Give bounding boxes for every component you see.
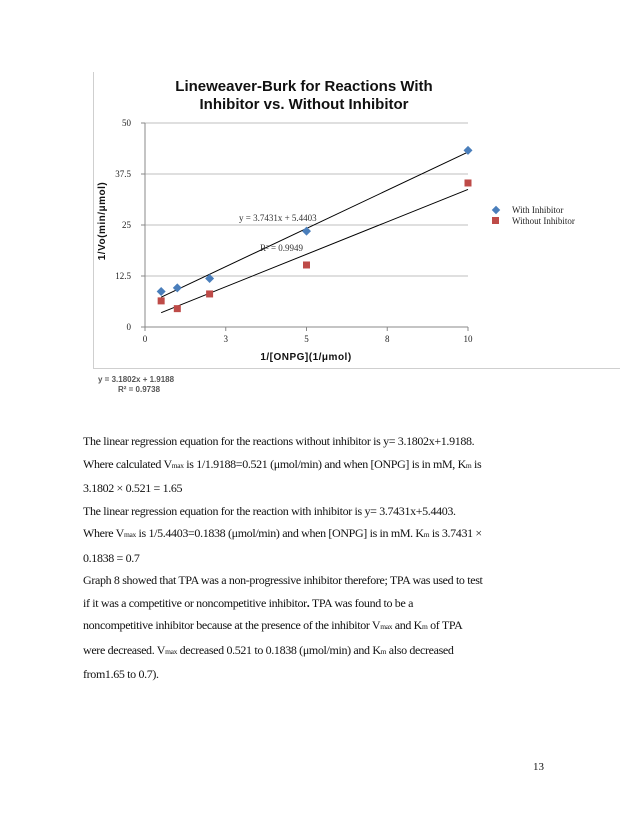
x-tick-label-4: 10 [463,334,473,344]
body-text [83,430,563,686]
text-span: TPA was found to be a [309,595,414,610]
trendline-equation-with-inhibitor: y = 3.7431x + 5.4403 [239,213,317,223]
text-span: Where V [83,526,124,540]
paragraph-line [83,547,563,570]
text-span: were decreased. V [83,642,166,657]
subscript: max [171,460,184,470]
point-without-inhibitor-0 [158,297,165,304]
subscript: m [465,460,472,470]
text-span: noncompetitive inhibitor because at the presence of the inhibitor V [83,618,381,632]
legend-marker-with-inhibitor [492,206,500,214]
y-tick-label-0: 0 [126,322,131,332]
x-tick-label-0: 0 [142,334,148,344]
text-span: of TPA [427,618,463,632]
subscript: max [165,646,177,656]
subscript: m [423,530,430,539]
point-with-inhibitor-0 [157,287,166,296]
legend-label-with-inhibitor: With Inhibitor [512,205,564,215]
paragraph-line [83,500,563,523]
equation-without-inhibitor: y = 3.1802x + 1.9188 [98,375,175,384]
text-span: The linear regression equation for the reactions without inhibitor is y= 3.1802x+1.9188. [83,434,475,448]
y-tick-label-4: 50 [122,118,131,128]
r2-without-inhibitor: R² = 0.9738 [118,385,161,394]
paragraph-line [83,639,563,664]
point-without-inhibitor-2 [206,290,213,297]
x-axis-title: 1/[ONPG](1/μmol) [260,352,352,363]
subscript: m [380,646,387,656]
legend-marker-without-inhibitor [492,217,499,224]
point-without-inhibitor-1 [174,305,181,312]
text-span: is 1/1.9188=0.521 (μmol/min) and when [ONPG] is in mM, K [183,456,466,471]
x-tick-label-3: 8 [385,334,390,344]
point-without-inhibitor-4 [465,179,472,186]
text-span: decreased 0.521 to 0.1838 (μmol/min) and K [177,642,381,657]
paragraph-line [83,592,563,615]
paragraph-line [83,477,563,500]
chart-title-line-2: Inhibitor vs. Without Inhibitor [199,96,409,113]
paragraph-line [83,522,563,547]
chart-legend [492,205,575,226]
point-with-inhibitor-3 [302,227,311,236]
text-span: Graph 8 showed that TPA was a non-progressive inhibitor therefore; TPA was used to test [83,573,483,587]
text-span: is 1/5.4403=0.1838 (μmol/min) and when [ONPG] is in mM. K [135,526,424,540]
x-tick-label-1: 3 [223,334,228,344]
text-span: from1.65 to 0.7). [83,667,159,681]
paragraph-line [83,453,563,478]
text-span: is [471,456,482,471]
text-span: and K [392,618,423,632]
trendline-equation-without-inhibitor [98,375,174,395]
y-tick-label-1: 12.5 [115,271,131,281]
trendlines [161,152,468,313]
paragraph-line [83,569,563,592]
text-span: Where calculated V [83,456,172,471]
chart-title-line-1: Lineweaver-Burk for Reactions With [175,78,433,95]
text-span: 3.1802 × 0.521 = 1.65 [83,481,183,495]
lineweaver-burk-chart [94,72,620,368]
chart-frame [93,72,620,369]
subscript: m [422,622,428,631]
text-span: The linear regression equation for the reaction with inhibitor is y= 3.7431x+5.4403. [83,503,456,518]
paragraph-line [83,614,563,639]
grid-lines [145,123,468,276]
y-tick-label-3: 37.5 [115,169,131,179]
text-span: . [306,595,310,610]
subscript: max [380,622,393,631]
paragraph-line [83,663,563,686]
subscript: max [123,530,136,539]
page-number: 13 [533,761,544,773]
paragraph-line [83,430,563,453]
y-tick-label-2: 25 [122,220,131,230]
text-span: is 3.7431 × [429,526,482,540]
data-points [157,146,473,312]
text-span: if it was a competitive or noncompetitive inhibitor [83,595,307,610]
legend-label-without-inhibitor: Without Inhibitor [512,216,575,226]
trendline-r2-with-inhibitor: R² = 0.9949 [260,243,304,253]
text-span: 0.1838 = 0.7 [83,550,140,565]
y-axis-title: 1/Vo(min/μmol) [97,181,108,261]
point-without-inhibitor-3 [303,261,310,268]
x-tick-label-2: 5 [304,334,309,344]
chart-labels [97,78,433,363]
text-span: also decreased [386,642,454,657]
